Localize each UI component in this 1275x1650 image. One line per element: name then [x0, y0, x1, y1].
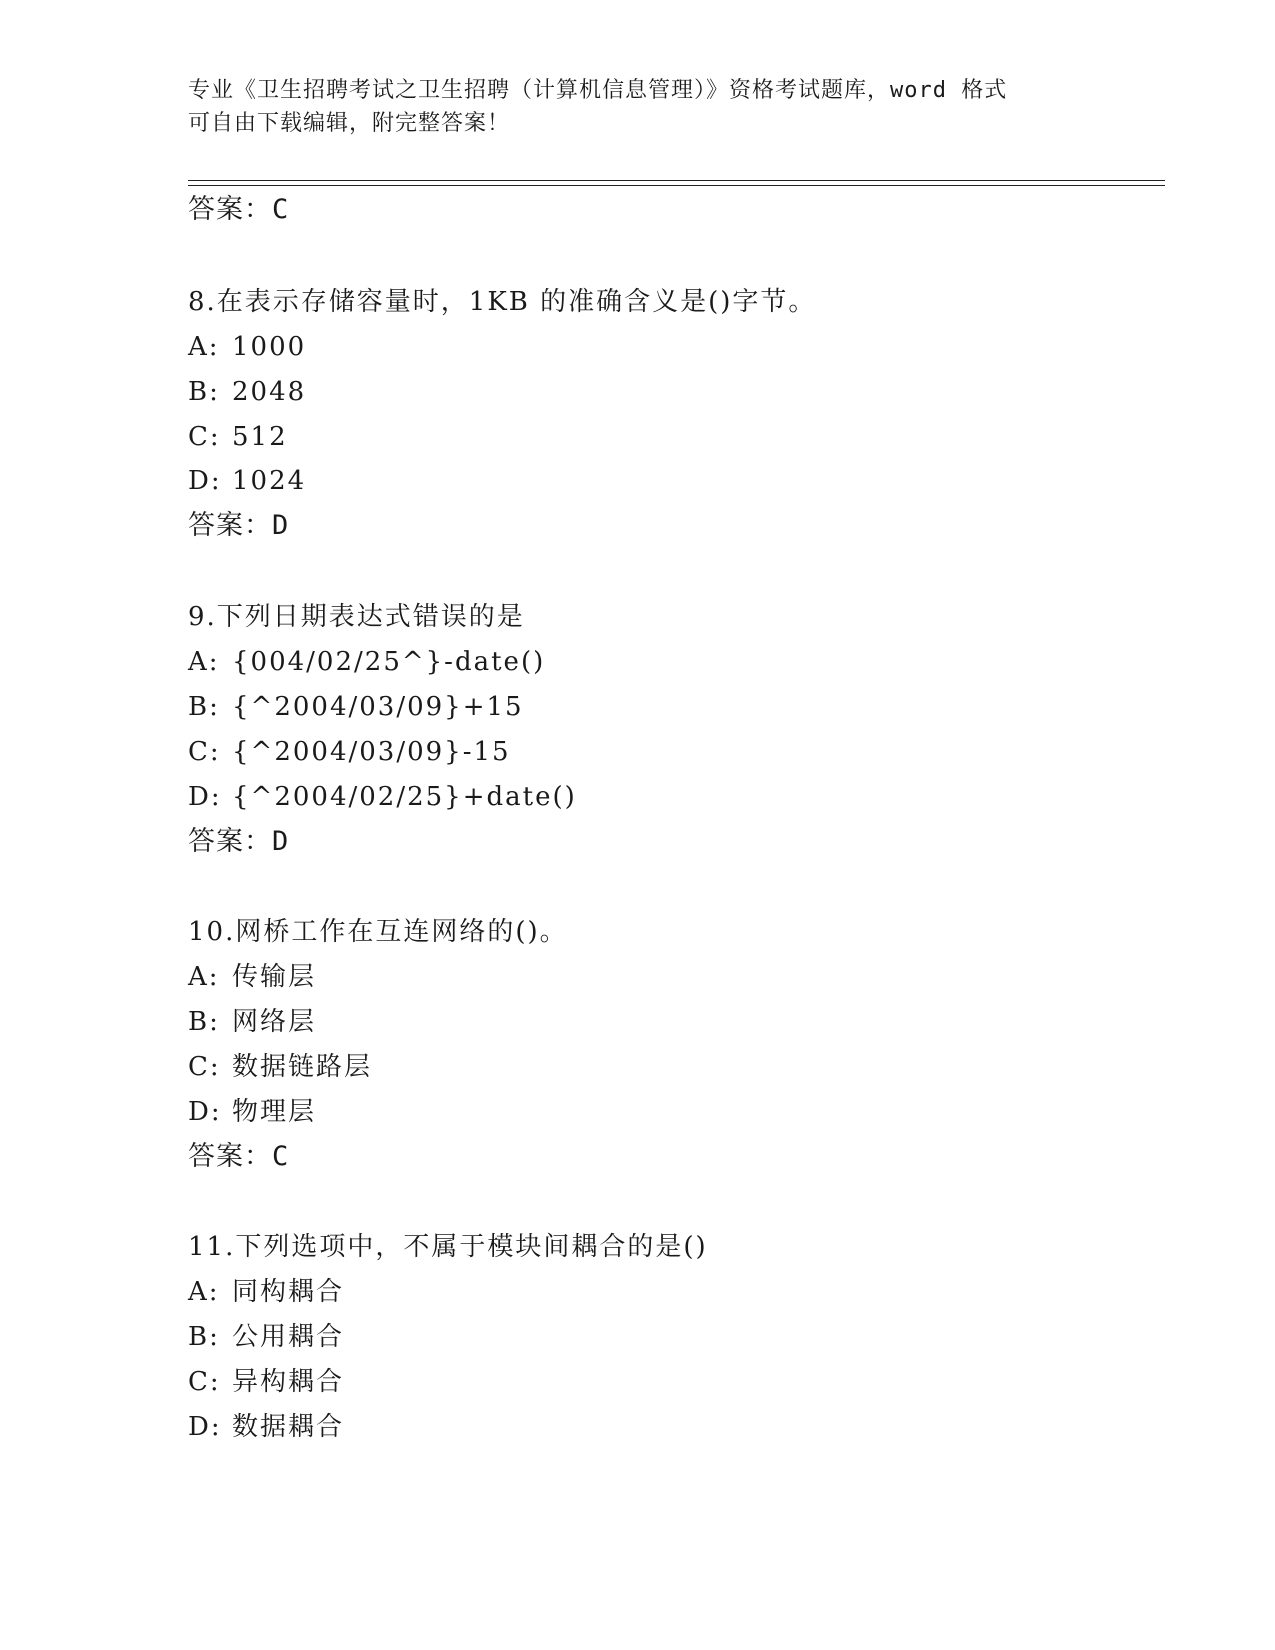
option-key: C:: [188, 422, 221, 452]
answer: 答案：D: [188, 510, 290, 541]
option-key: C:: [188, 737, 221, 767]
option-b: [188, 375, 306, 409]
option-key: B:: [188, 377, 220, 407]
option-a: [188, 645, 545, 679]
option-key: C:: [188, 1367, 221, 1397]
option-d: [188, 1095, 316, 1129]
option-a: [188, 1275, 344, 1309]
answer: 答案：D: [188, 826, 290, 857]
document-header: [188, 74, 1088, 140]
answer: 答案：C: [188, 1141, 290, 1172]
option-d: [188, 1410, 344, 1444]
option-a: [188, 330, 306, 364]
option-key: D:: [188, 466, 222, 496]
option-text: 公用耦合: [232, 1322, 345, 1352]
option-key: B:: [188, 1007, 220, 1037]
option-key: A:: [188, 962, 220, 992]
option-key: A:: [188, 647, 220, 677]
option-text: {^2004/02/25}+date(): [232, 782, 577, 812]
option-text: 1000: [232, 332, 307, 362]
option-key: A:: [188, 1277, 220, 1307]
option-c: [188, 1050, 372, 1084]
option-key: D:: [188, 1097, 222, 1127]
option-b: [188, 1320, 344, 1354]
question-stem: 11.下列选项中，不属于模块间耦合的是(): [188, 1232, 708, 1262]
previous-answer: 答案：C: [188, 194, 290, 225]
header-line-2: 可自由下载编辑，附完整答案！: [188, 111, 511, 136]
option-text: 传输层: [232, 962, 317, 992]
option-text: 1024: [232, 466, 307, 496]
option-d: [188, 780, 577, 814]
option-key: B:: [188, 1322, 220, 1352]
option-b: [188, 690, 524, 724]
option-key: D:: [188, 782, 222, 812]
option-text: 数据链路层: [232, 1052, 373, 1082]
option-key: D:: [188, 1412, 222, 1442]
option-key: C:: [188, 1052, 221, 1082]
option-text: 同构耦合: [232, 1277, 345, 1307]
option-c: [188, 735, 511, 769]
option-key: A:: [188, 332, 220, 362]
option-text: 数据耦合: [232, 1412, 345, 1442]
option-a: [188, 960, 316, 994]
header-divider-top: [188, 180, 1165, 181]
header-line-1: 专业《卫生招聘考试之卫生招聘（计算机信息管理）》资格考试题库，word 格式: [188, 78, 1008, 103]
option-b: [188, 1005, 316, 1039]
option-text: 2048: [232, 377, 307, 407]
option-text: 异构耦合: [232, 1367, 345, 1397]
option-text: {004/02/25^}-date(): [232, 647, 546, 677]
option-d: [188, 464, 306, 498]
question-stem: 8.在表示存储容量时，1KB 的准确含义是()字节。: [188, 287, 817, 317]
question-stem: 10.网桥工作在互连网络的()。: [188, 917, 568, 947]
question-stem: 9.下列日期表达式错误的是: [188, 602, 525, 632]
option-text: {^2004/03/09}-15: [232, 737, 511, 767]
option-text: 网络层: [232, 1007, 317, 1037]
option-text: {^2004/03/09}+15: [232, 692, 524, 722]
option-text: 物理层: [232, 1097, 317, 1127]
option-key: B:: [188, 692, 220, 722]
option-c: [188, 1365, 344, 1399]
header-divider-bottom: [188, 185, 1165, 186]
option-c: [188, 420, 288, 454]
option-text: 512: [232, 422, 288, 452]
